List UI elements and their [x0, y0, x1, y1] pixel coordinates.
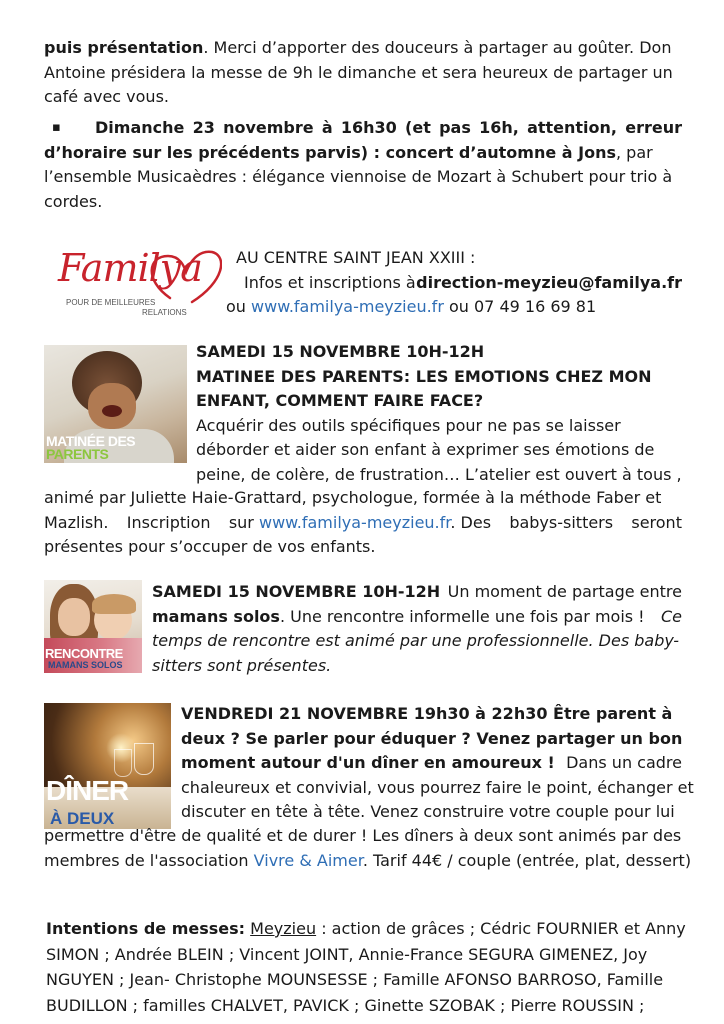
matinee-body-6: présentes pour s’occuper de vos enfants. — [44, 537, 376, 556]
diner-line-7: membres de l'association Vivre & Aimer. Tarif 44€ / couple (entrée, plat, dessert) — [44, 850, 692, 870]
intro-line-2: Antoine présidera la messe de 9h le dimanche et sera heureux de partager un — [44, 62, 673, 82]
mamans-line-1: SAMEDI 15 NOVEMBRE 10H-12H Un moment de partage entre — [152, 582, 682, 601]
diner-line-2: deux ? Se parler pour éduquer ? Venez partager un bon — [181, 728, 683, 748]
matinee-body-2: déborder et aider son enfant à exprimer ses émotions de — [196, 440, 655, 459]
matinee-caption-2: PARENTS — [46, 446, 109, 462]
diner-photo — [44, 703, 171, 829]
matinee-text-full — [44, 486, 682, 560]
mamans-caption-2: MAMANS SOLOS — [48, 660, 123, 670]
intro-line-1: puis présentation. Merci d’apporter des douceurs à partager au goûter. Don — [44, 38, 672, 57]
mother-face — [58, 598, 90, 636]
familya-logo — [52, 240, 222, 320]
matinee-title-1: MATINEE DES PARENTS: LES EMOTIONS CHEZ MON — [196, 366, 652, 386]
familya-email-link[interactable]: direction-meyzieu@familya.fr — [416, 272, 682, 292]
concert-line-3: l’ensemble Musicaèdres : élégance viennoise de Mozart à Schubert pour trio à — [44, 167, 673, 186]
intentions-line-1: Intentions de messes: Meyzieu : action de grâces ; Cédric FOURNIER et Anny — [46, 919, 686, 938]
matinee-caption-1: MATINÉE DES — [46, 433, 136, 449]
familya-info — [226, 246, 682, 320]
vivre-aimer-link[interactable]: Vivre & Aimer — [253, 850, 363, 870]
mamans-line-4: sitters sont présentes. — [152, 655, 332, 675]
mamans-photo — [44, 580, 142, 673]
intentions-paragraph — [46, 916, 686, 1018]
wine-glass-2 — [114, 749, 132, 777]
matinee-photo — [44, 345, 187, 463]
mamans-line-2: mamans solos. Une rencontre informelle une fois par mois ! Ce — [152, 606, 682, 626]
diner-caption-2: À DEUX — [50, 809, 115, 828]
intro-paragraph — [44, 36, 682, 110]
familya-tagline-2: RELATIONS — [142, 308, 187, 317]
concert-paragraph — [44, 116, 682, 214]
diner-line-4: chaleureux et convivial, vous pourrez faire le point, échanger et — [181, 777, 694, 797]
diner-caption-1: DÎNER — [46, 775, 129, 806]
bullet-icon: ▪ — [52, 120, 61, 135]
matinee-text — [196, 340, 682, 487]
mamans-caption-1: RENCONTRE — [45, 646, 123, 661]
familya-info-line: Infos et inscriptions à direction-meyzieu@familya.fr — [226, 271, 682, 296]
diner-line-6: permettre d'être de qualité et de durer ! Les dîners à deux sont animés par des — [44, 826, 682, 845]
diner-line-3: moment autour d'un dîner en amoureux ! Dans un cadre — [181, 753, 682, 772]
intentions-line-3: NGUYEN ; Jean- Christophe MOUNSESSE ; Famille AFONSO BARROSO, Famille — [46, 970, 664, 989]
familya-heading: AU CENTRE SAINT JEAN XXIII : — [236, 248, 476, 267]
matinee-date: SAMEDI 15 NOVEMBRE 10H-12H — [196, 342, 485, 361]
concert-line-1: ▪ Dimanche 23 novembre à 16h30 (et pas 16h, attention, erreur — [44, 116, 682, 141]
familya-contact-line: ou www.familya-meyzieu.fr ou 07 49 16 69 81 — [226, 297, 597, 316]
matinee-title-2: ENFANT, COMMENT FAIRE FACE? — [196, 391, 484, 410]
matinee-body-5: Mazlish. Inscription sur www.familya-meyzieu.fr. Des babys-sitters seront — [44, 512, 682, 532]
familya-wordmark: Familya — [58, 246, 202, 290]
mamans-line-3: temps de rencontre est animé par une professionnelle. Des baby- — [152, 631, 680, 650]
child-hair — [92, 594, 136, 614]
mamans-text — [152, 580, 682, 678]
familya-tagline-1: POUR DE MEILLEURES — [66, 298, 156, 307]
wine-glass — [134, 743, 154, 775]
child-mouth — [102, 405, 122, 417]
matinee-body-3: peine, de colère, de frustration… L’atelier est ouvert à tous , — [196, 464, 682, 484]
intentions-line-2: SIMON ; Andrée BLEIN ; Vincent JOINT, Annie-France SEGURA GIMENEZ, Joy — [46, 944, 648, 964]
intro-line-3: café avec vous. — [44, 87, 169, 106]
matinee-body-4: animé par Juliette Haie-Grattard, psychologue, formée à la méthode Faber et — [44, 488, 662, 507]
diner-line-5: discuter en tête à tête. Venez construire votre couple pour lui — [181, 802, 675, 821]
matinee-body-1: Acquérir des outils spécifiques pour ne pas se laisser — [196, 415, 621, 435]
matinee-website-link[interactable]: www.familya-meyzieu.fr — [258, 512, 451, 532]
diner-text — [181, 702, 694, 825]
intro-bold: puis présentation — [44, 38, 204, 57]
intentions-line-4: BUDILLON ; familles CHALVET, PAVICK ; Ginette SZOBAK ; Pierre ROUSSIN ; — [46, 995, 645, 1015]
diner-line-1: VENDREDI 21 NOVEMBRE 19h30 à 22h30 Être parent à — [181, 704, 673, 723]
familya-website-link[interactable]: www.familya-meyzieu.fr — [251, 297, 444, 316]
diner-text-full — [44, 824, 692, 873]
concert-line-4: cordes. — [44, 191, 103, 211]
concert-line-2: d’horaire sur les précédents parvis) : concert d’automne à Jons, par — [44, 142, 653, 162]
